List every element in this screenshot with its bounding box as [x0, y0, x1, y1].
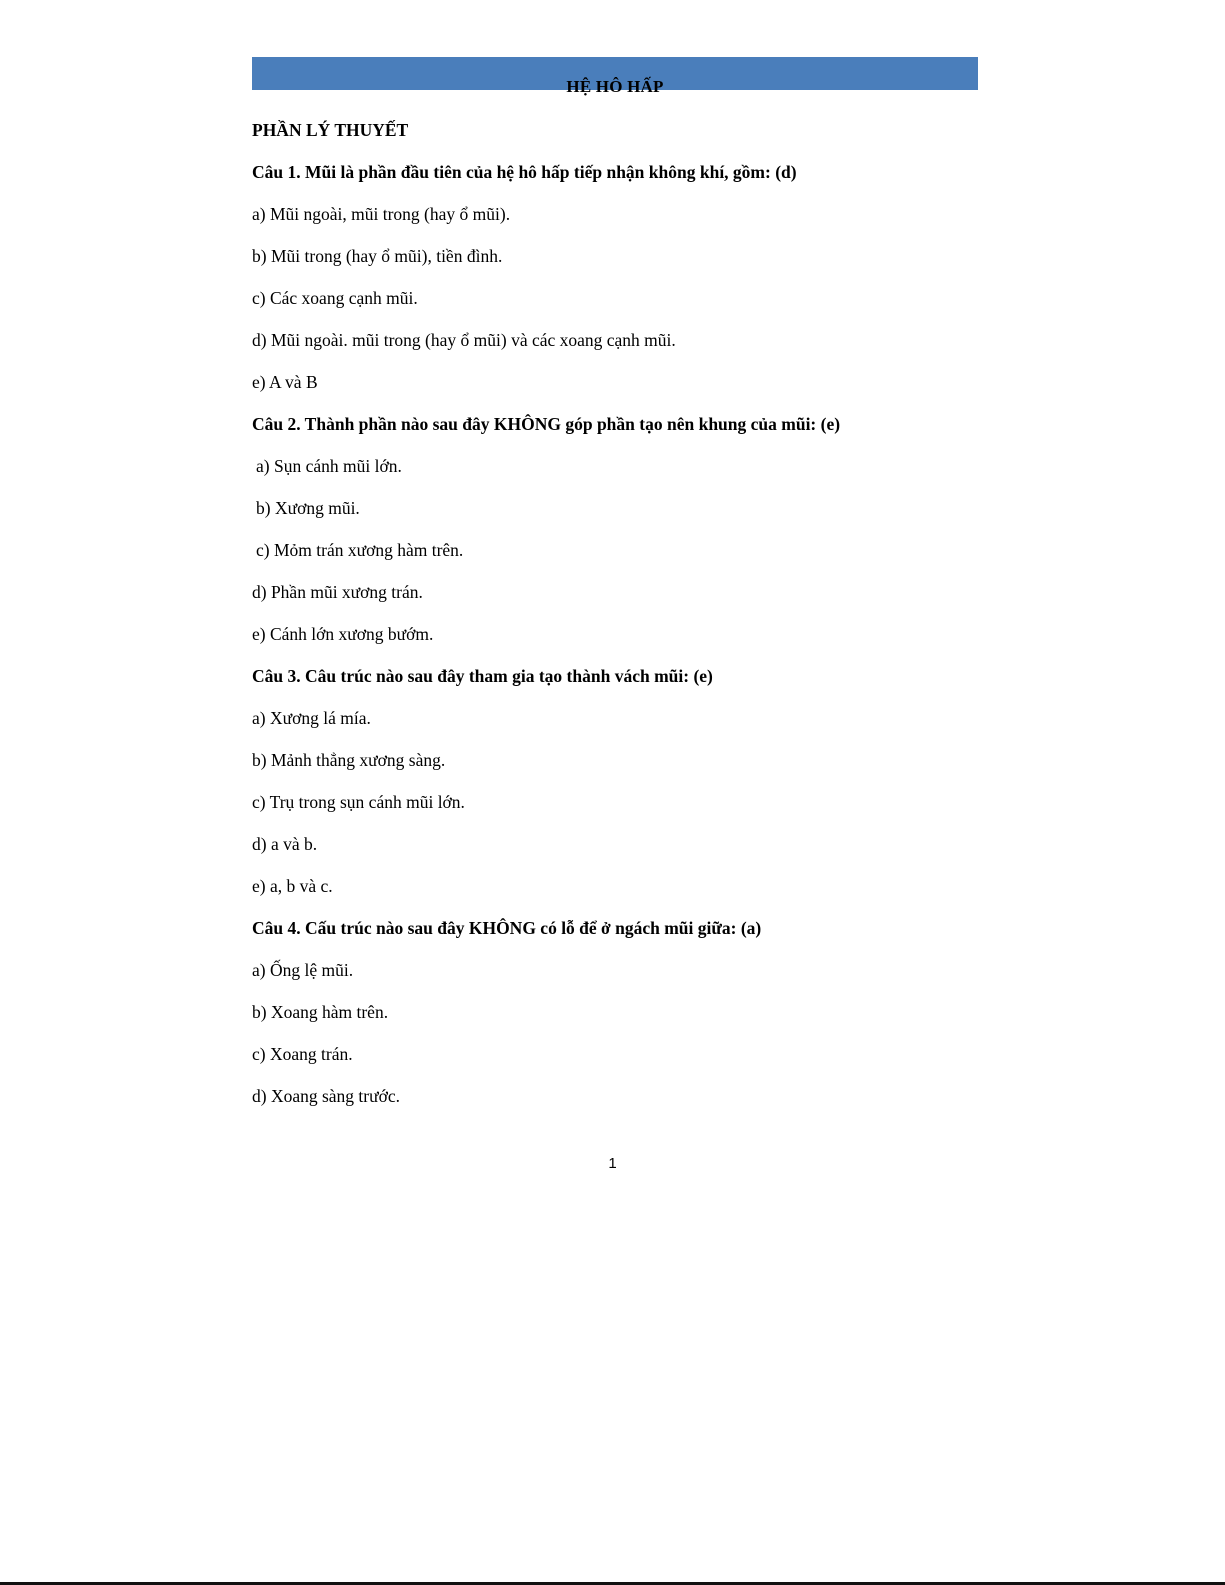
- answer-option: b) Xương mũi.: [256, 498, 360, 518]
- document-title: HỆ HÔ HẤP: [566, 77, 664, 96]
- page-number: 1: [608, 1155, 617, 1172]
- question-block: [252, 916, 978, 1126]
- answer-option: a) Ống lệ mũi.: [252, 960, 354, 980]
- answer-option: d) Xoang sàng trước.: [252, 1086, 401, 1106]
- answer-option: b) Mảnh thẳng xương sàng.: [252, 750, 446, 770]
- question-block: [252, 160, 978, 412]
- question-block: [252, 664, 978, 916]
- question-text: Câu 2. Thành phần nào sau đây KHÔNG góp phần tạo nên khung của mũi: (e): [252, 414, 841, 434]
- question-text: Câu 1. Mũi là phần đầu tiên của hệ hô hấp tiếp nhận không khí, gồm: (d): [252, 162, 797, 182]
- document-body: [252, 118, 978, 1126]
- answer-option: c) Xoang trán.: [252, 1044, 353, 1064]
- answer-option: c) Các xoang cạnh mũi.: [252, 288, 418, 308]
- answer-option: a) Sụn cánh mũi lớn.: [256, 456, 402, 476]
- section-heading: PHẦN LÝ THUYẾT: [252, 120, 409, 140]
- answer-option: d) a và b.: [252, 834, 318, 854]
- answer-option: b) Xoang hàm trên.: [252, 1002, 389, 1022]
- answer-option: c) Trụ trong sụn cánh mũi lớn.: [252, 792, 465, 812]
- answer-option: b) Mũi trong (hay ổ mũi), tiền đình.: [252, 246, 503, 266]
- answer-option: d) Mũi ngoài. mũi trong (hay ổ mũi) và các xoang cạnh mũi.: [252, 330, 676, 350]
- question-text: Câu 3. Câu trúc nào sau đây tham gia tạo thành vách mũi: (e): [252, 666, 713, 686]
- answer-option: e) Cánh lớn xương bướm.: [252, 624, 434, 644]
- answer-option: e) a, b và c.: [252, 876, 333, 896]
- question-text: Câu 4. Cấu trúc nào sau đây KHÔNG có lỗ để ở ngách mũi giữa: (a): [252, 918, 762, 938]
- question-block: [252, 412, 978, 664]
- answer-option: e) A và B: [252, 372, 318, 392]
- answer-option: d) Phần mũi xương trán.: [252, 582, 423, 602]
- answer-option: a) Xương lá mía.: [252, 708, 371, 728]
- answer-option: a) Mũi ngoài, mũi trong (hay ổ mũi).: [252, 204, 511, 224]
- answer-option: c) Mỏm trán xương hàm trên.: [256, 540, 464, 560]
